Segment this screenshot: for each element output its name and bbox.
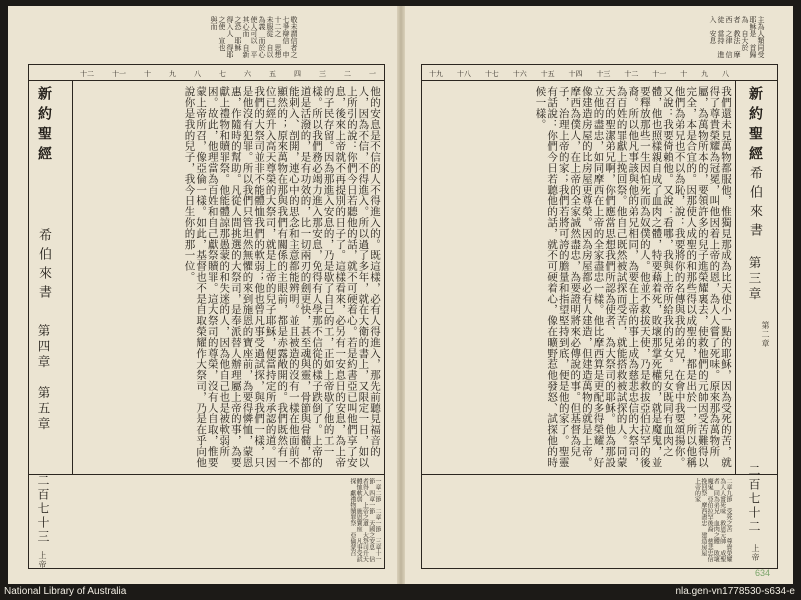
side-note: 宣也 <box>218 37 226 51</box>
right-bottom-mark: 上帝 <box>751 544 760 562</box>
side-note: 自大於 <box>741 30 749 51</box>
right-scripture-text: 我們還未見萬物都服他，惟獨見那成為比天使小一點的耶穌，因為受死的苦，就得了尊貴榮耀為冠冕，叫他因着上帝的恩，為人人嘗了死味。原來那為萬物所屬，為萬物所本的，要領許多的兒子進榮耀裏去，使救他們的元帥因受苦難得以完全，本是合宜的。因那使人成聖的和那些得以成聖的，都是出於一，所以他稱他們為弟兄也不以為恥，說：我要將你的名傳與我的弟兄，在會中我要頌揚你。又說：我要倚賴他。又說：看哪，我與上帝所給我的兒女。兒女既同有血肉之體，他也照樣親自成了血肉之體，特要藉着死，敗壞那掌死權的，就是魔鬼，並要釋放那些一生因怕死而為奴僕的人。他並不救拔天使，乃是救拔亞伯拉罕的後裔。所以他凡事該與他的弟兄相同，為要在上帝的事上成為慈悲忠信的大祭司，為百姓的罪獻上挽回祭。他自己既然被試探而受苦，就能搭救被試探的人。同蒙天召的聖潔弟兄啊，你們應當思想我們所認為使者、為大祭司的耶穌。他為那設立他的盡忠，如同摩西在上帝的全家盡忠一樣。他比摩西算是更配多得榮耀，好像建造房屋的比房屋更尊榮。因為房屋都必有人建造，但建造萬物的就是上帝。摩西為僕人，在上帝的全家誠然盡忠，為要證明將來必傳說的事。但基督為兒子，治理上帝的家；我們若將可誇的膽量和指望堅持到底，便是他的家了。聖靈有話說：你們今日若聽他的話，就不可硬着心，像在曠野惹他發怒、試探他的時候一樣。 <box>534 86 732 468</box>
column-number: 五 <box>269 70 276 78</box>
left-page-number: 二百七十三 <box>36 474 50 544</box>
left-margin-rule <box>72 81 73 474</box>
column-number: 十四 <box>568 70 583 78</box>
column-number: 十八 <box>456 70 471 78</box>
side-note: 之律 <box>725 30 733 44</box>
book-spread <box>8 6 793 584</box>
right-page <box>405 6 793 584</box>
right-cross-references: 二章九節 受死之苦 尊貴榮耀 為人人嘗死味 救恩元帥 成聖者 同為弟兄 血肉之體 敗壞魔鬼 亞伯拉罕後裔 慈悲忠信 挽回祭 摩西盡忠 建造房屋 上帝的家 <box>693 478 732 568</box>
side-note: 與而 <box>210 16 218 30</box>
left-page <box>8 6 397 584</box>
side-note: 安息 <box>709 30 717 44</box>
side-note: 平其心而 <box>242 16 258 58</box>
column-number: 三 <box>319 70 326 78</box>
side-note: 耶穌 <box>234 37 242 51</box>
column-number: 九 <box>701 70 709 78</box>
column-number: 十七 <box>484 70 499 78</box>
side-note: 使人可以 <box>250 16 258 44</box>
left-header-rule <box>28 80 384 81</box>
left-bottom-mark: 上帝 <box>38 551 47 569</box>
right-notes-rule <box>421 474 777 475</box>
column-number: 九 <box>169 70 176 78</box>
left-book-name: 希伯來書 <box>36 228 51 304</box>
attribution-bar <box>0 584 801 600</box>
library-name: National Library of Australia <box>4 586 127 597</box>
column-number: 十九 <box>429 70 443 78</box>
side-note: 而於心 <box>258 37 266 58</box>
side-note: 思想未服從 <box>266 16 282 58</box>
right-header-rule <box>421 80 777 81</box>
column-number: 七 <box>219 70 226 78</box>
side-note: 自新 <box>242 44 250 58</box>
document-identifier: nla.gen-vn1778530-s634-e <box>675 586 795 597</box>
column-number: 八 <box>194 70 201 78</box>
side-note: 信徒 <box>717 16 733 58</box>
column-number: 十六 <box>512 70 527 78</box>
left-cross-references: 一章二節 二章一節 三章十一節 四章一節 天國之安息 信者得入 上帝之道 大祭司升天 體恤軟弱 施恩寶座 凡事受試探 獻禮物贖罪祭 亞倫蒙召 <box>348 478 381 568</box>
column-number: 一 <box>369 70 376 78</box>
side-note: 摩西 <box>725 16 741 58</box>
right-chapter-label: 第三章 <box>747 256 762 303</box>
left-notes-rule <box>28 474 384 475</box>
column-number: 六 <box>244 70 251 78</box>
right-running-title: 新約聖經 <box>747 86 763 166</box>
side-note: 教法 <box>733 30 741 44</box>
side-note: 主為人類同受 <box>757 16 765 58</box>
right-column-numbers <box>429 69 729 79</box>
side-note: 進入 <box>709 16 725 58</box>
side-note: 當持 <box>717 30 725 44</box>
column-number: 十 <box>680 70 688 78</box>
right-chapter-small: 第二章 <box>761 321 770 348</box>
left-chapter-label: 第四章 第五章 <box>36 324 51 433</box>
book-gutter <box>397 6 405 584</box>
column-number: 八 <box>721 70 729 78</box>
right-margin-rule <box>735 81 736 474</box>
left-scripture-text: 他的安息是不信的人不得進入的。既這樣，必有人得進入，那先前聽見福音的人，因為不信，不得進入。所以過了多年，就在大衛的書上，又限定一日，如以上所引的說：你們今日若聽他的話，就不可硬着心。若是約書亞已叫他們享了安息，後來上帝就不再提別的日子了。這樣看來，必另有一安息日的安息，為上帝的子民存留。因為那進入安息的，乃是歇了自己的工，正如上帝歇了他的工一樣。所以我們務必竭力進入那安息，免得有人學那不信從的樣子跌倒了。上帝的道是活潑的，是有功效的，比一切兩刃的劍更快，甚至魂與靈，骨節與骨髓，都能刺入、剖開，連心中的思念和主意都能辨明。並且被造的沒有一樣在他面前不顯然的；原來萬物在那與我們有關係的主眼前，都是赤露敞開的。我們既然有一位已經升入高天尊榮的大祭司，就是上帝的兒子耶穌，便當持定所承認的道。因我們的大祭司並非不能體恤我們的軟弱；他也曾凡事受過試探，與我們一樣，只是他沒有犯罪。所以我們只管坦然無懼的來到施恩的寶座前，為要得憐恤，蒙恩惠，作隨時的幫助。凡從人間挑選的大祭司，是奉派替人辦理屬上帝的事，為要獻上禮物和贖罪祭。他能體諒那愚蒙的和失迷的人，因為他自己也是被軟弱所困。故此，他理當為百姓和自己獻祭贖罪。這大祭司的尊榮，沒有人自取，惟要蒙上帝所召，像亞倫一樣。如此，基督也不是自取榮耀作大祭司，乃是在乎向他說你是我的兒子，我今日生你的那一位。 <box>183 86 381 468</box>
column-number: 二 <box>344 70 351 78</box>
side-note: 之恐 <box>234 16 242 30</box>
column-number: 十五 <box>540 70 555 78</box>
left-running-title: 新約聖經 <box>36 86 52 166</box>
column-number: 十三 <box>596 70 611 78</box>
side-note: 申十二之 <box>274 16 290 58</box>
side-note: 首歸為 <box>741 16 757 58</box>
left-column-numbers <box>80 69 376 79</box>
left-side-notes <box>98 16 298 62</box>
column-number: 十 <box>144 70 151 78</box>
side-note: 敬未謂信者之 <box>290 16 298 58</box>
side-note: 得入人 <box>226 16 234 37</box>
side-note: 耶穌是 <box>749 16 757 37</box>
side-note: 者 <box>733 16 741 23</box>
side-note: 七爭辯信 <box>282 16 290 44</box>
side-note: 得耶之使 <box>218 16 234 58</box>
column-number: 十一 <box>652 70 667 78</box>
side-note: 自以為義 <box>258 16 274 58</box>
column-number: 四 <box>294 70 301 78</box>
library-stamp: 634 <box>755 568 771 578</box>
right-book-name: 希伯來書 <box>747 166 762 242</box>
column-number: 十二 <box>80 70 94 78</box>
right-side-notes <box>445 16 765 62</box>
column-number: 十一 <box>112 70 126 78</box>
column-number: 十二 <box>624 70 639 78</box>
right-page-number: 二百七十二 <box>747 464 761 534</box>
